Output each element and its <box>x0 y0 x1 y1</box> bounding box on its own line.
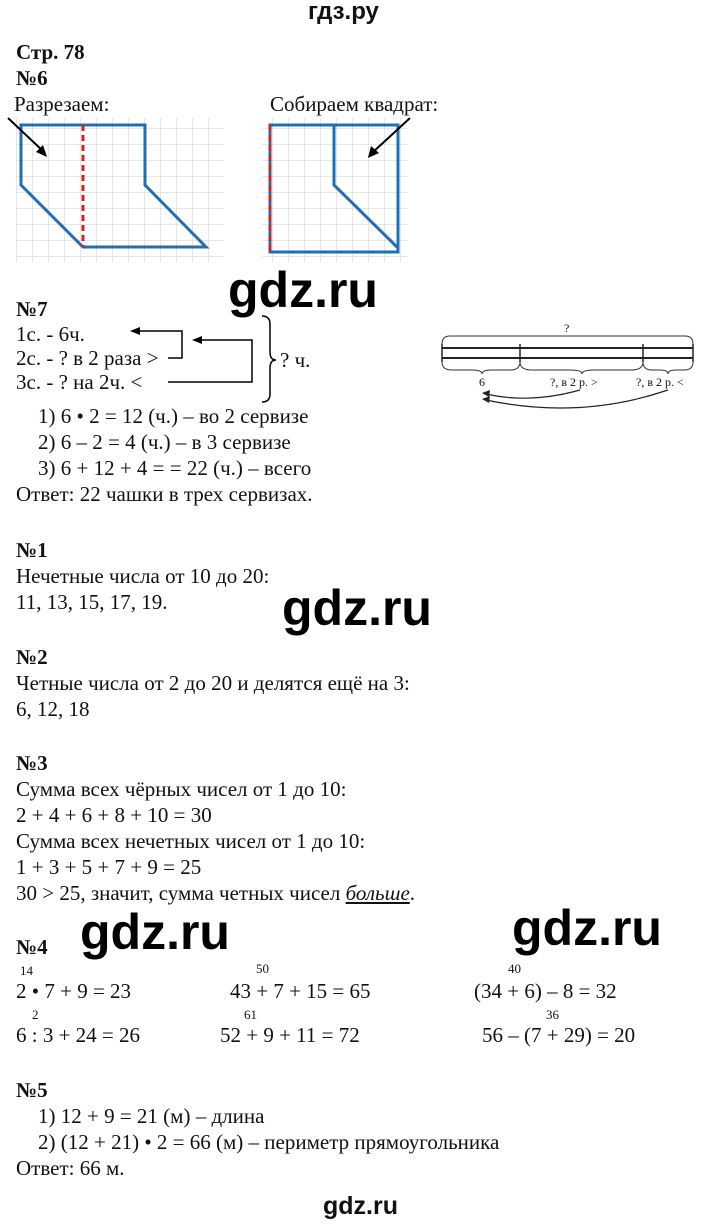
task4-sup: 36 <box>546 1007 559 1022</box>
task3-line5-suffix: . <box>409 881 416 905</box>
task7-line3: 3с. - ? на 2ч. < <box>16 370 143 394</box>
site-header: гдз.ру <box>308 0 379 25</box>
page-title: Стр. 78 <box>16 40 85 64</box>
assemble-label: Собираем квадрат: <box>270 92 439 116</box>
task4-sup: 2 <box>32 1007 39 1022</box>
task7-arrows <box>0 0 720 420</box>
task3-line1: Сумма всех чёрных чисел от 1 до 10: <box>16 777 347 801</box>
task3-line3: Сумма всех нечетных чисел от 1 до 10: <box>16 829 366 853</box>
task4-sup: 61 <box>244 1007 257 1022</box>
task4-sup: 40 <box>508 961 521 976</box>
task4-expr: 6 : 3 + 24 = 26 <box>16 1023 141 1047</box>
task4-expr: (34 + 6) – 8 = 32 <box>474 979 617 1003</box>
diagram-seg2-label: ?, в 2 р. > <box>550 375 598 389</box>
task3-line5-prefix: 30 > 25, значит, сумма четных чисел <box>16 881 346 905</box>
task2-line2: 6, 12, 18 <box>16 697 90 721</box>
task7-heading: №7 <box>16 297 48 321</box>
task3-line4: 1 + 3 + 5 + 7 + 9 = 25 <box>16 855 202 879</box>
watermark: gdz.ru <box>228 262 378 318</box>
task1-line2: 11, 13, 15, 17, 19. <box>16 590 168 614</box>
diagram-seg1-label: 6 <box>479 375 485 389</box>
task7-step1: 1) 6 • 2 = 12 (ч.) – во 2 сервизе <box>38 404 309 428</box>
task6-heading: №6 <box>16 66 48 90</box>
footer-watermark: gdz.ru <box>323 1192 398 1220</box>
cut-label: Разрезаем: <box>14 92 110 116</box>
watermark: gdz.ru <box>282 580 432 636</box>
watermark: gdz.ru <box>512 900 662 956</box>
task4-sup: 50 <box>256 961 269 976</box>
task7-line2: 2с. - ? в 2 раза > <box>16 346 159 370</box>
task4-expr: 43 + 7 + 15 = 65 <box>230 979 371 1003</box>
task4-expr: 52 + 9 + 11 = 72 <box>220 1023 360 1047</box>
task5-step1: 1) 12 + 9 = 21 (м) – длина <box>38 1104 265 1128</box>
task4-expr: 56 – (7 + 29) = 20 <box>482 1023 636 1047</box>
task5-step2: 2) (12 + 21) • 2 = 66 (м) – периметр прямоугольника <box>38 1130 500 1154</box>
watermark: gdz.ru <box>80 904 230 960</box>
task2-line1: Четные числа от 2 до 20 и делятся ещё на 3: <box>16 671 410 695</box>
segment-diagram <box>442 336 693 408</box>
brace-label: ? ч. <box>280 348 311 372</box>
task7-step3: 3) 6 + 12 + 4 = = 22 (ч.) – всего <box>38 456 312 480</box>
task7-step2: 2) 6 – 2 = 4 (ч.) – в 3 сервизе <box>38 430 291 454</box>
task3-emphasis: больше <box>345 881 410 905</box>
task7-line1: 1с. - 6ч. <box>16 322 85 346</box>
diagram-top-label: ? <box>564 321 570 335</box>
task3-line5 <box>16 881 415 905</box>
task5-heading: №5 <box>16 1078 48 1102</box>
diagram-seg3-label: ?, в 2 р. < <box>636 375 684 389</box>
task2-heading: №2 <box>16 645 48 669</box>
task3-line2: 2 + 4 + 6 + 8 + 10 = 30 <box>16 803 212 827</box>
task3-heading: №3 <box>16 751 48 775</box>
task4-expr: 2 • 7 + 9 = 23 <box>16 979 132 1003</box>
task1-heading: №1 <box>16 538 48 562</box>
task7-answer: Ответ: 22 чашки в трех сервизах. <box>16 482 313 506</box>
task4-heading: №4 <box>16 935 48 959</box>
task5-answer: Ответ: 66 м. <box>16 1156 125 1180</box>
task1-line1: Нечетные числа от 10 до 20: <box>16 564 270 588</box>
task4-sup: 14 <box>20 963 33 978</box>
